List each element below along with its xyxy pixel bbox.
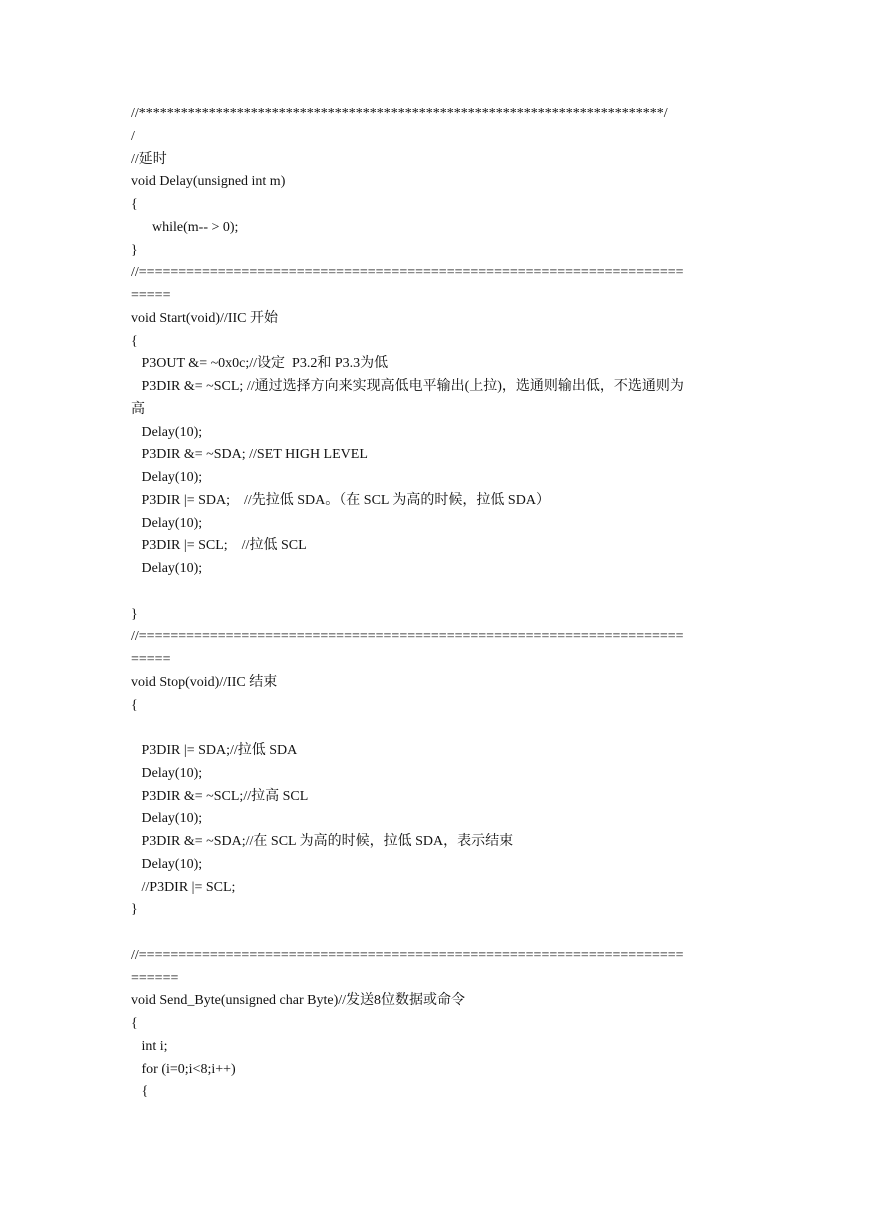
code-line: / [131, 128, 135, 144]
code-line: { [131, 333, 138, 349]
code-line: { [131, 1084, 149, 1100]
code-line: void Delay(unsigned int m) [131, 174, 286, 190]
code-line: void Start(void)//IIC 开始 [131, 310, 278, 326]
code-listing [131, 103, 741, 1104]
code-line: int i; [131, 1038, 168, 1054]
code-line: Delay(10); [131, 470, 203, 485]
code-line: Delay(10); [131, 856, 203, 872]
code-line: //延时 [131, 151, 167, 167]
code-line [131, 581, 741, 604]
code-line: P3DIR &= ~SCL;//拉高 SCL [131, 788, 309, 804]
code-line: P3DIR |= SDA; //先拉低 SDA。（在 SCL 为高的时候，拉低 SDA） [131, 492, 550, 508]
code-line [131, 922, 741, 945]
code-line: { [131, 1016, 138, 1031]
code-line: P3DIR &= ~SCL; //通过选择方向来实现高低电平输出(上拉)，选通则输出低，不选通则为 [131, 379, 684, 394]
code-line: //===================================================================== [131, 265, 684, 281]
code-line: P3DIR |= SCL; //拉低 SCL [131, 538, 307, 554]
code-line: P3DIR &= ~SDA; //SET HIGH LEVEL [131, 447, 368, 463]
code-line: { [131, 197, 138, 212]
code-line: } [131, 242, 138, 258]
code-line: P3DIR |= SDA;//拉低 SDA [131, 743, 298, 758]
code-line: //===================================================================== [131, 947, 684, 963]
code-line: //===================================================================== [131, 629, 684, 645]
code-line: Delay(10); [131, 811, 203, 827]
code-line: ===== [131, 288, 171, 303]
code-line [131, 717, 741, 740]
code-line: for (i=0;i<8;i++) [131, 1061, 236, 1077]
code-line: void Send_Byte(unsigned char Byte)//发送8位数据或命令 [131, 993, 466, 1009]
code-line: ===== [131, 652, 171, 667]
code-line: Delay(10); [131, 515, 203, 531]
code-line: { [131, 697, 138, 713]
code-line: } [131, 606, 138, 622]
code-line: 高 [131, 401, 145, 417]
code-line: //***************************************************************************/ [131, 106, 668, 121]
code-line: Delay(10); [131, 424, 203, 440]
code-line: } [131, 902, 138, 918]
code-line: Delay(10); [131, 765, 203, 781]
code-line: Delay(10); [131, 561, 203, 576]
code-line: while(m-- > 0); [131, 219, 239, 235]
code-line: //P3DIR |= SCL; [131, 879, 236, 895]
code-line: P3OUT &= ~0x0c;//设定 P3.2和 P3.3为低 [131, 356, 389, 372]
code-line: void Stop(void)//IIC 结束 [131, 674, 278, 690]
code-line: P3DIR &= ~SDA;//在 SCL 为高的时候，拉低 SDA，表示结束 [131, 834, 514, 849]
code-line: ====== [131, 970, 179, 986]
